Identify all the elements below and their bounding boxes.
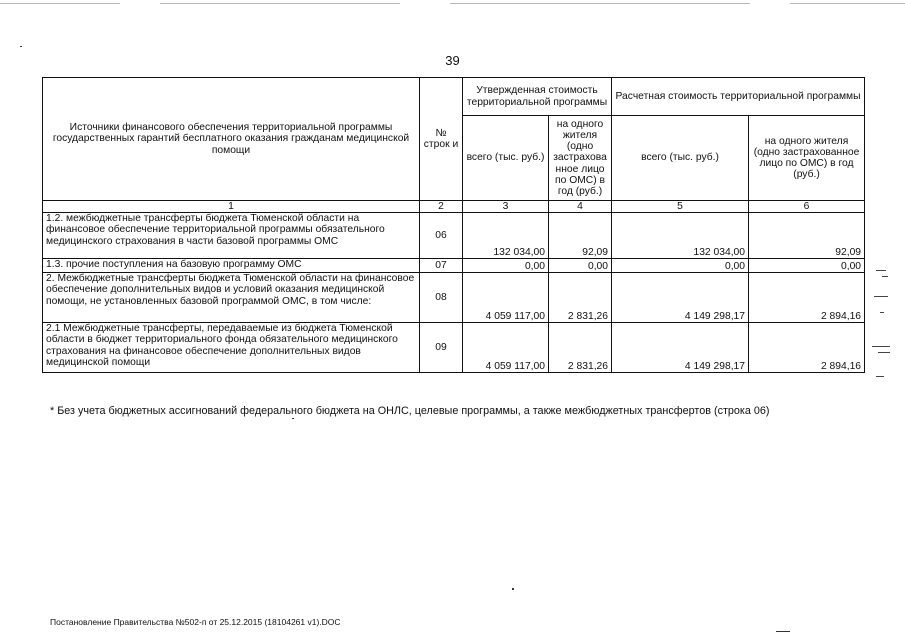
column-number: 3 <box>463 201 549 213</box>
approved-total-value: 0,00 <box>463 259 549 273</box>
top-rule <box>790 3 905 4</box>
footnote: * Без учета бюджетных ассигнований федерального бюджета на ОНЛС, целевые программы, а также межбюджетных трансфертов (строка 06) <box>50 405 770 417</box>
scan-speck <box>20 46 22 47</box>
header-row-number: № строк и <box>420 78 463 201</box>
calculated-total-value: 0,00 <box>612 259 749 273</box>
row-label: 1.3. прочие поступления на базовую программу ОМС <box>43 259 420 273</box>
header-row-group <box>43 78 865 116</box>
header-source: Источники финансового обеспечения территориальной программы государственных гарантий бесплатного оказания гражданам медицинской помощи <box>43 78 420 201</box>
approved-per-capita-value: 0,00 <box>549 259 612 273</box>
scan-speck <box>292 418 294 419</box>
table-row <box>43 273 865 323</box>
row-label: 1.2. межбюджетные трансферты бюджета Тюменской области на финансовое обеспечение территориальной программы обязательного медицинского страхования в части базовой программы ОМС <box>43 213 420 259</box>
row-number: 06 <box>420 213 463 259</box>
calculated-per-capita-value: 2 894,16 <box>749 273 865 323</box>
financing-table <box>42 77 865 373</box>
calculated-total-value: 132 034,00 <box>612 213 749 259</box>
page-number: 39 <box>445 53 460 68</box>
calculated-per-capita-value: 0,00 <box>749 259 865 273</box>
header-calculated-cost: Расчетная стоимость территориальной программы <box>612 78 865 116</box>
approved-total-value: 4 059 117,00 <box>463 273 549 323</box>
header-approved-cost: Утвержденная стоимость территориальной программы <box>463 78 612 116</box>
column-number: 1 <box>43 201 420 213</box>
row-label: 2. Межбюджетные трансферты бюджета Тюменской области на финансовое обеспечение дополнительных видов и условий оказания медицинской помощи, не установленных базовой программой ОМС, в том числе: <box>43 273 420 323</box>
table-row <box>43 259 865 273</box>
top-rule <box>450 3 750 4</box>
approved-per-capita-value: 92,09 <box>549 213 612 259</box>
calculated-total-value: 4 149 298,17 <box>612 323 749 373</box>
calculated-per-capita-value: 2 894,16 <box>749 323 865 373</box>
scan-speck <box>512 588 514 590</box>
row-label: 2.1 Межбюджетные трансферты, передаваемые из бюджета Тюменской области в бюджет территориального фонда обязательного медицинского страхования на финансовое обеспечение дополнительных видов медицинской помощи <box>43 323 420 373</box>
header-calculated-total: всего (тыс. руб.) <box>612 116 749 201</box>
column-number: 2 <box>420 201 463 213</box>
column-number: 6 <box>749 201 865 213</box>
approved-total-value: 4 059 117,00 <box>463 323 549 373</box>
top-rule <box>160 3 400 4</box>
row-number: 09 <box>420 323 463 373</box>
scan-margin-marks <box>872 268 898 388</box>
calculated-per-capita-value: 92,09 <box>749 213 865 259</box>
header-approved-per-capita: на одного жителя (одно застрахова нное лицо по ОМС) в год (руб.) <box>549 116 612 201</box>
column-number-row <box>43 201 865 213</box>
calculated-total-value: 4 149 298,17 <box>612 273 749 323</box>
header-calculated-per-capita: на одного жителя (одно застрахованное лицо по ОМС) в год (руб.) <box>749 116 865 201</box>
document-footer: Постановление Правительства №502-п от 25.12.2015 (18104261 v1).DOC <box>50 617 341 627</box>
header-approved-total: всего (тыс. руб.) <box>463 116 549 201</box>
table-row <box>43 323 865 373</box>
approved-total-value: 132 034,00 <box>463 213 549 259</box>
top-rule <box>0 3 120 4</box>
table-row <box>43 213 865 259</box>
column-number: 5 <box>612 201 749 213</box>
row-number: 08 <box>420 273 463 323</box>
row-number: 07 <box>420 259 463 273</box>
approved-per-capita-value: 2 831,26 <box>549 323 612 373</box>
approved-per-capita-value: 2 831,26 <box>549 273 612 323</box>
column-number: 4 <box>549 201 612 213</box>
scan-speck <box>776 631 790 632</box>
